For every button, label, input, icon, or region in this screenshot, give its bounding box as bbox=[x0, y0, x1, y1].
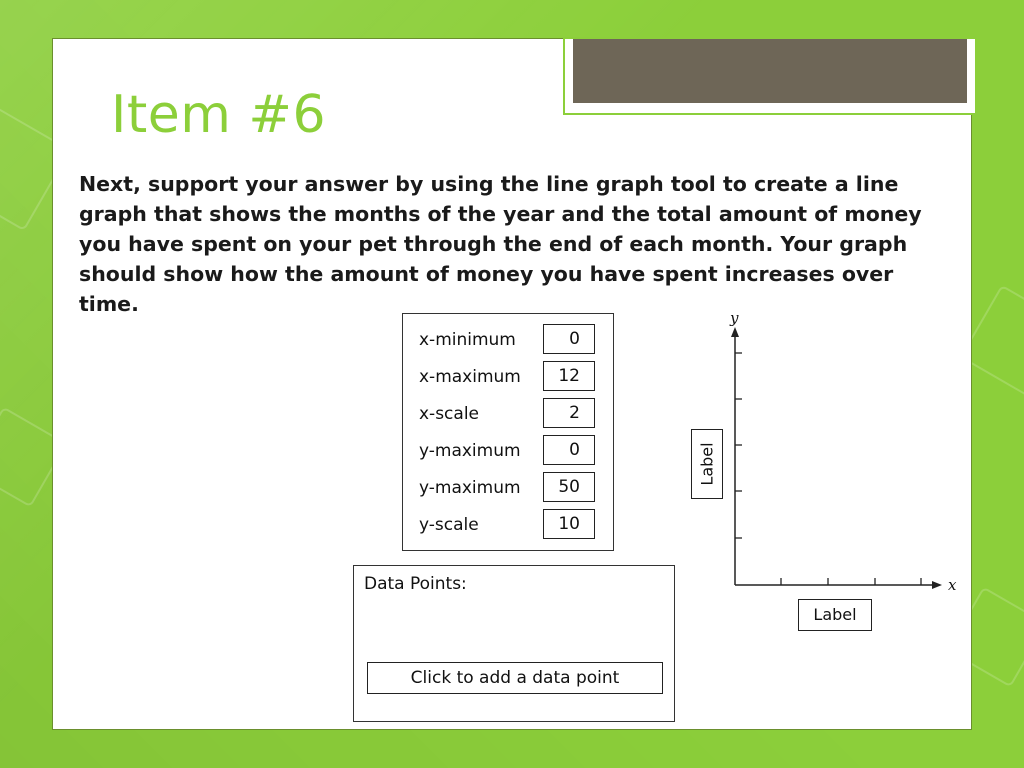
setting-row-y-minimum bbox=[403, 435, 613, 467]
setting-row-x-maximum bbox=[403, 361, 613, 393]
setting-label: y-maximum bbox=[419, 441, 521, 461]
y-maximum-field[interactable]: 50 bbox=[543, 472, 595, 502]
data-points-title: Data Points: bbox=[364, 574, 467, 594]
graph-settings-panel bbox=[402, 313, 614, 551]
x-axis-label-field[interactable]: Label bbox=[798, 599, 872, 631]
add-data-point-button[interactable]: Click to add a data point bbox=[367, 662, 663, 694]
setting-label: y-maximum bbox=[419, 478, 521, 498]
slide-body-text: Next, support your answer by using the line graph tool to create a line graph that shows the months of the year and the total amount of money you have spent on your pet through the end of each month. Your graph should show how the amount of money you have spent increases over time. bbox=[79, 172, 922, 316]
setting-row-x-minimum bbox=[403, 324, 613, 356]
y-axis-letter: y bbox=[730, 309, 739, 327]
y-axis-label-text: Label bbox=[697, 442, 717, 486]
header-photo-frame bbox=[563, 37, 977, 115]
graph-axes bbox=[683, 307, 973, 637]
setting-label: y-scale bbox=[419, 515, 479, 535]
header-photo bbox=[573, 39, 967, 103]
y-axis-label-field[interactable] bbox=[691, 429, 723, 499]
setting-label: x-maximum bbox=[419, 367, 521, 387]
data-points-panel bbox=[353, 565, 675, 722]
slide-title: Item #6 bbox=[111, 85, 327, 145]
y-scale-field[interactable]: 10 bbox=[543, 509, 595, 539]
setting-label: x-scale bbox=[419, 404, 479, 424]
setting-label: x-minimum bbox=[419, 330, 516, 350]
x-minimum-field[interactable]: 0 bbox=[543, 324, 595, 354]
x-scale-field[interactable]: 2 bbox=[543, 398, 595, 428]
slide-content bbox=[52, 38, 972, 730]
setting-row-x-scale bbox=[403, 398, 613, 430]
y-axis-arrow bbox=[731, 327, 739, 337]
setting-row-y-maximum bbox=[403, 472, 613, 504]
x-axis-arrow bbox=[932, 581, 942, 589]
setting-row-y-scale bbox=[403, 509, 613, 541]
y-minimum-field[interactable]: 0 bbox=[543, 435, 595, 465]
x-axis-letter: x bbox=[948, 576, 957, 594]
x-maximum-field[interactable]: 12 bbox=[543, 361, 595, 391]
